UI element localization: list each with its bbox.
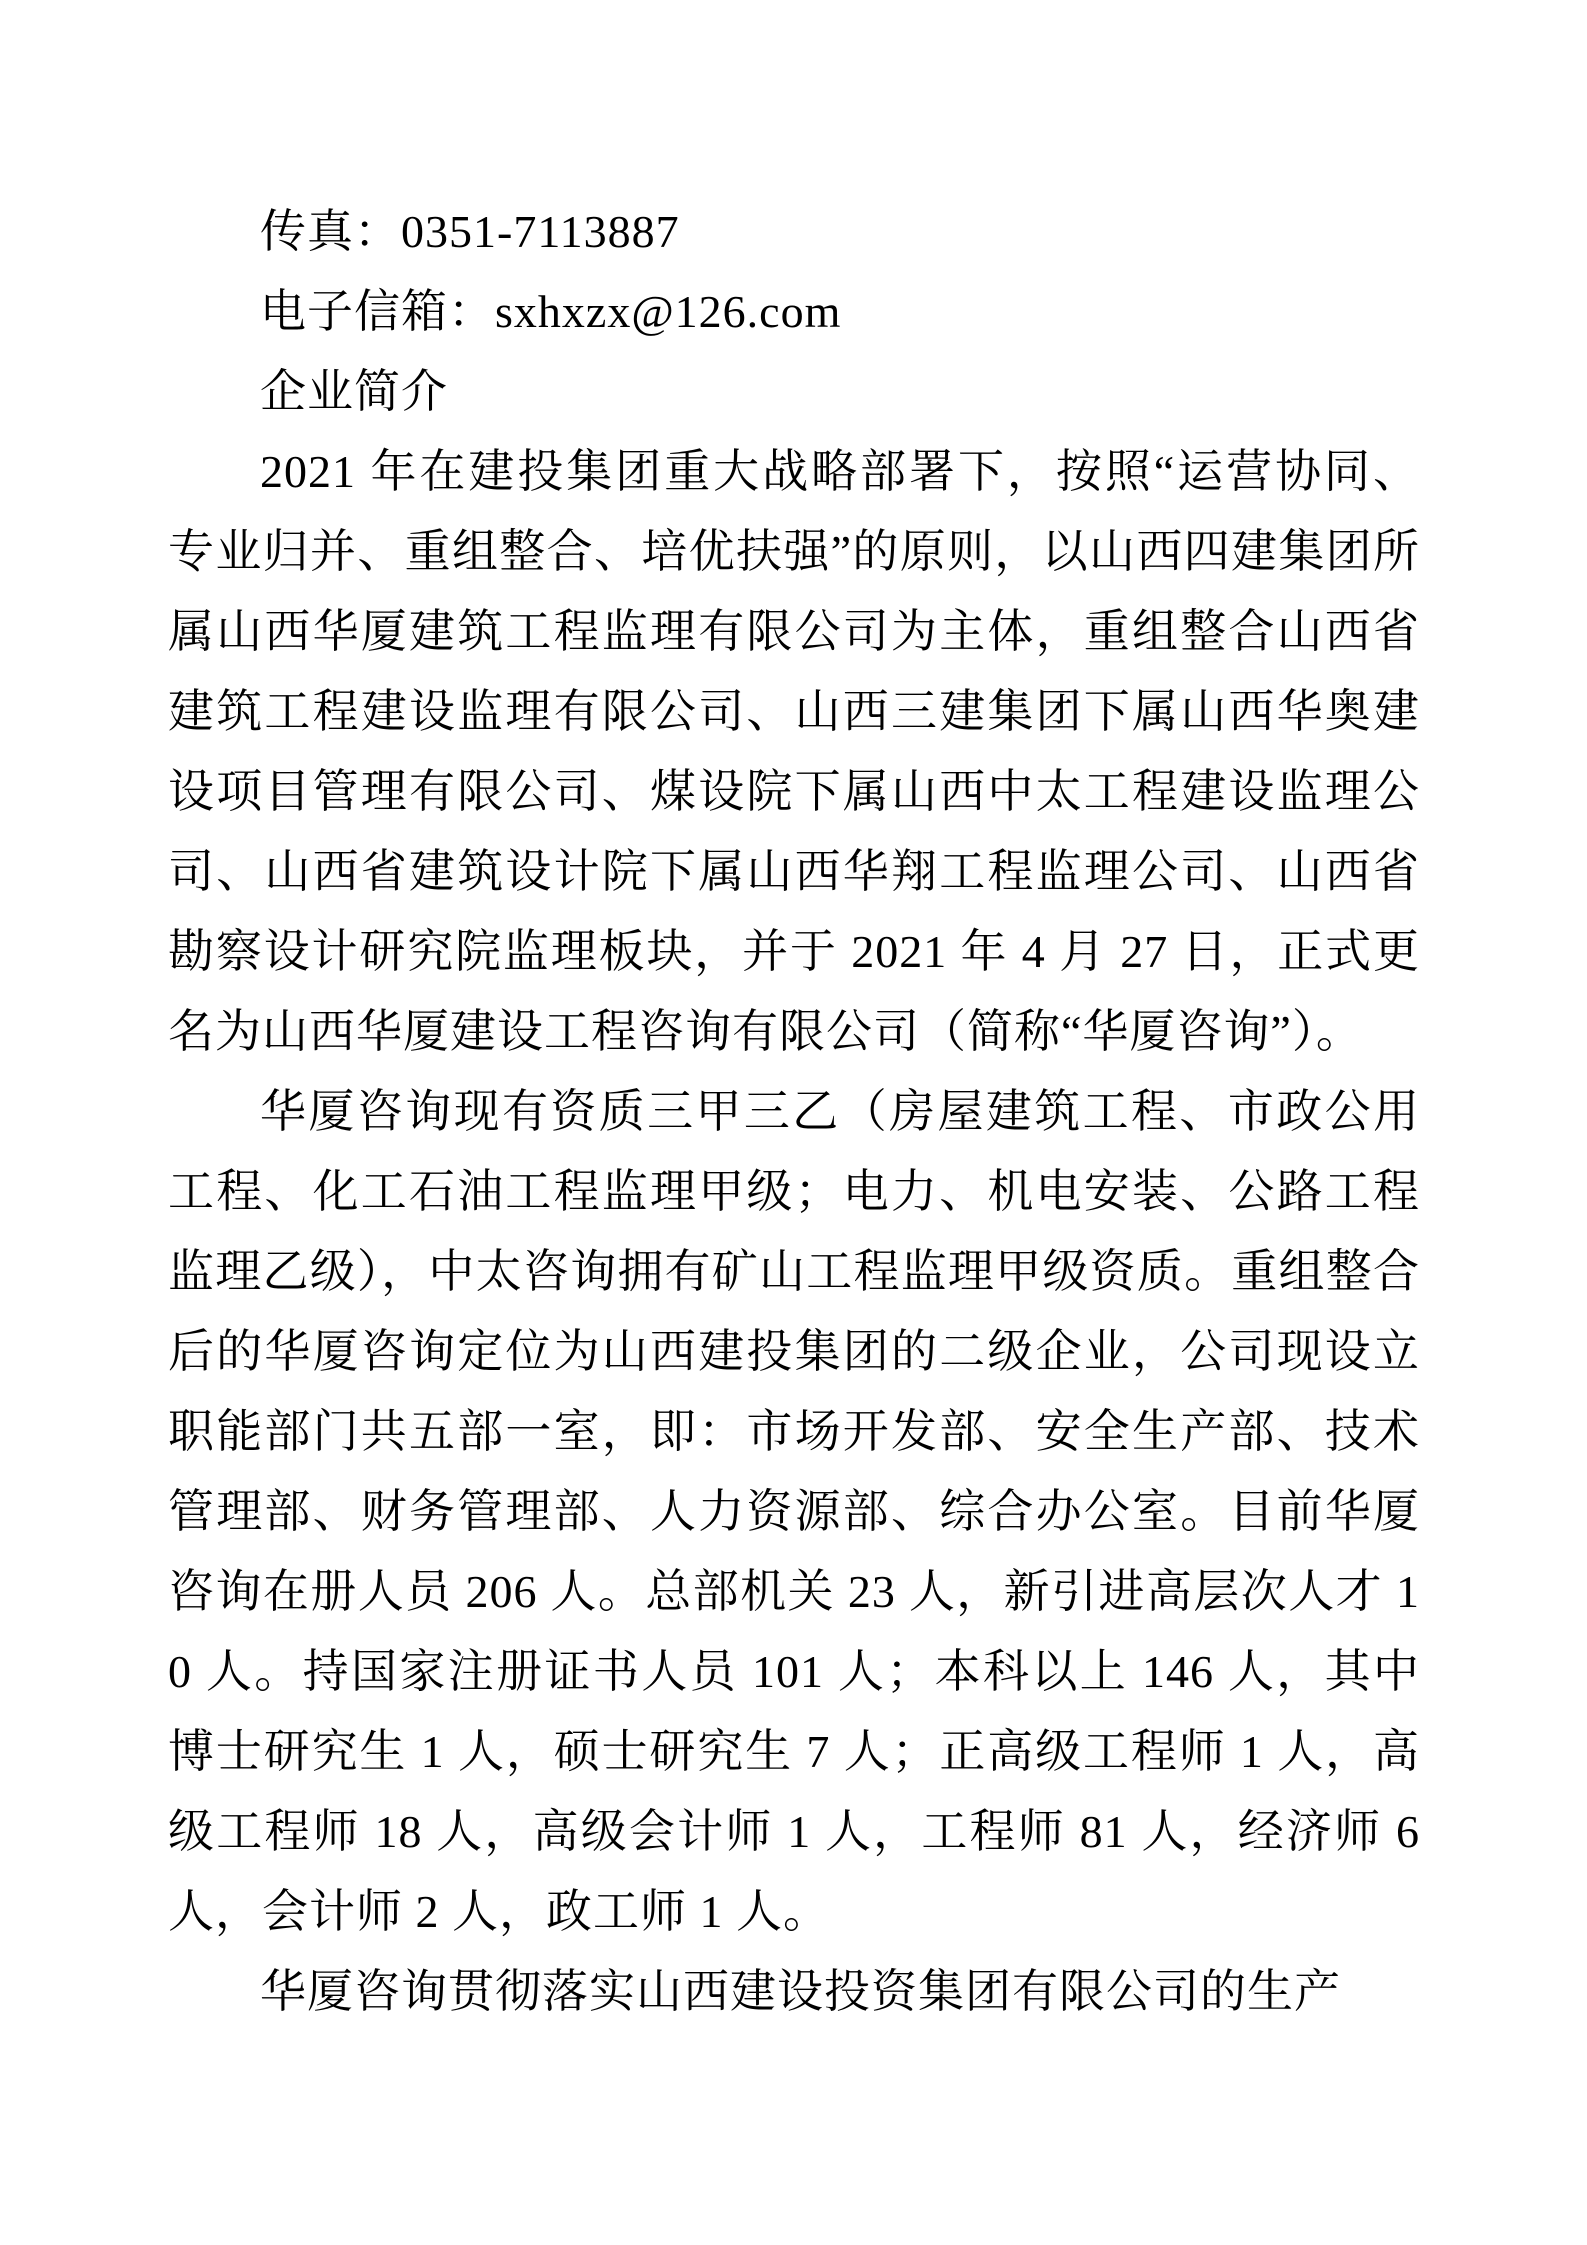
section-title: 企业简介 [260,366,448,417]
paragraph-implementation: 华厦咨询贯彻落实山西建设投资集团有限公司的生产 [260,1966,1341,2017]
paragraph-qualifications-staff: 华厦咨询现有资质三甲三乙（房屋建筑工程、市政公用工程、化工石油工程监理甲级；电力、机电安装、公路工程监理乙级），中太咨询拥有矿山工程监理甲级资质。重组整合后的华厦咨询定位为山西建投集团的二级企业，公司现设立职能部门共五部一室，即：市场开发部、安全生产部、技术管理部、财务管理部、人力资源部、综合办公室。目前华厦咨询在册人员 206 人。总部机关 23 人，新引进高层次人才 10 人。持国家注册证书人员 101 人；本科以上 146 人，其中博士研究生 1 人，硕士研究生 7 人；正高级工程师 1 人，高级工程师 18 人，高级会计师 1 人，工程师 81 人，经济师 6 人，会计师 2 人，政工师 1 人。 [168,1086,1421,1937]
paragraph-company-restructuring: 2021 年在建投集团重大战略部署下，按照“运营协同、专业归并、重组整合、培优扶强”的原则，以山西四建集团所属山西华厦建筑工程监理有限公司为主体，重组整合山西省建筑工程建设监理有限公司、山西三建集团下属山西华奥建设项目管理有限公司、煤设院下属山西中太工程建设监理公司、山西省建筑设计院下属山西华翔工程监理公司、山西省勘察设计研究院监理板块，并于 2021 年 4 月 27 日，正式更名为山西华厦建设工程咨询有限公司（简称“华厦咨询”）。 [168,446,1420,1057]
fax-line: 传真：0351-7113887 [260,206,680,257]
email-line: 电子信箱：sxhxzx@126.com [260,286,842,337]
document-body [168,192,1420,2032]
